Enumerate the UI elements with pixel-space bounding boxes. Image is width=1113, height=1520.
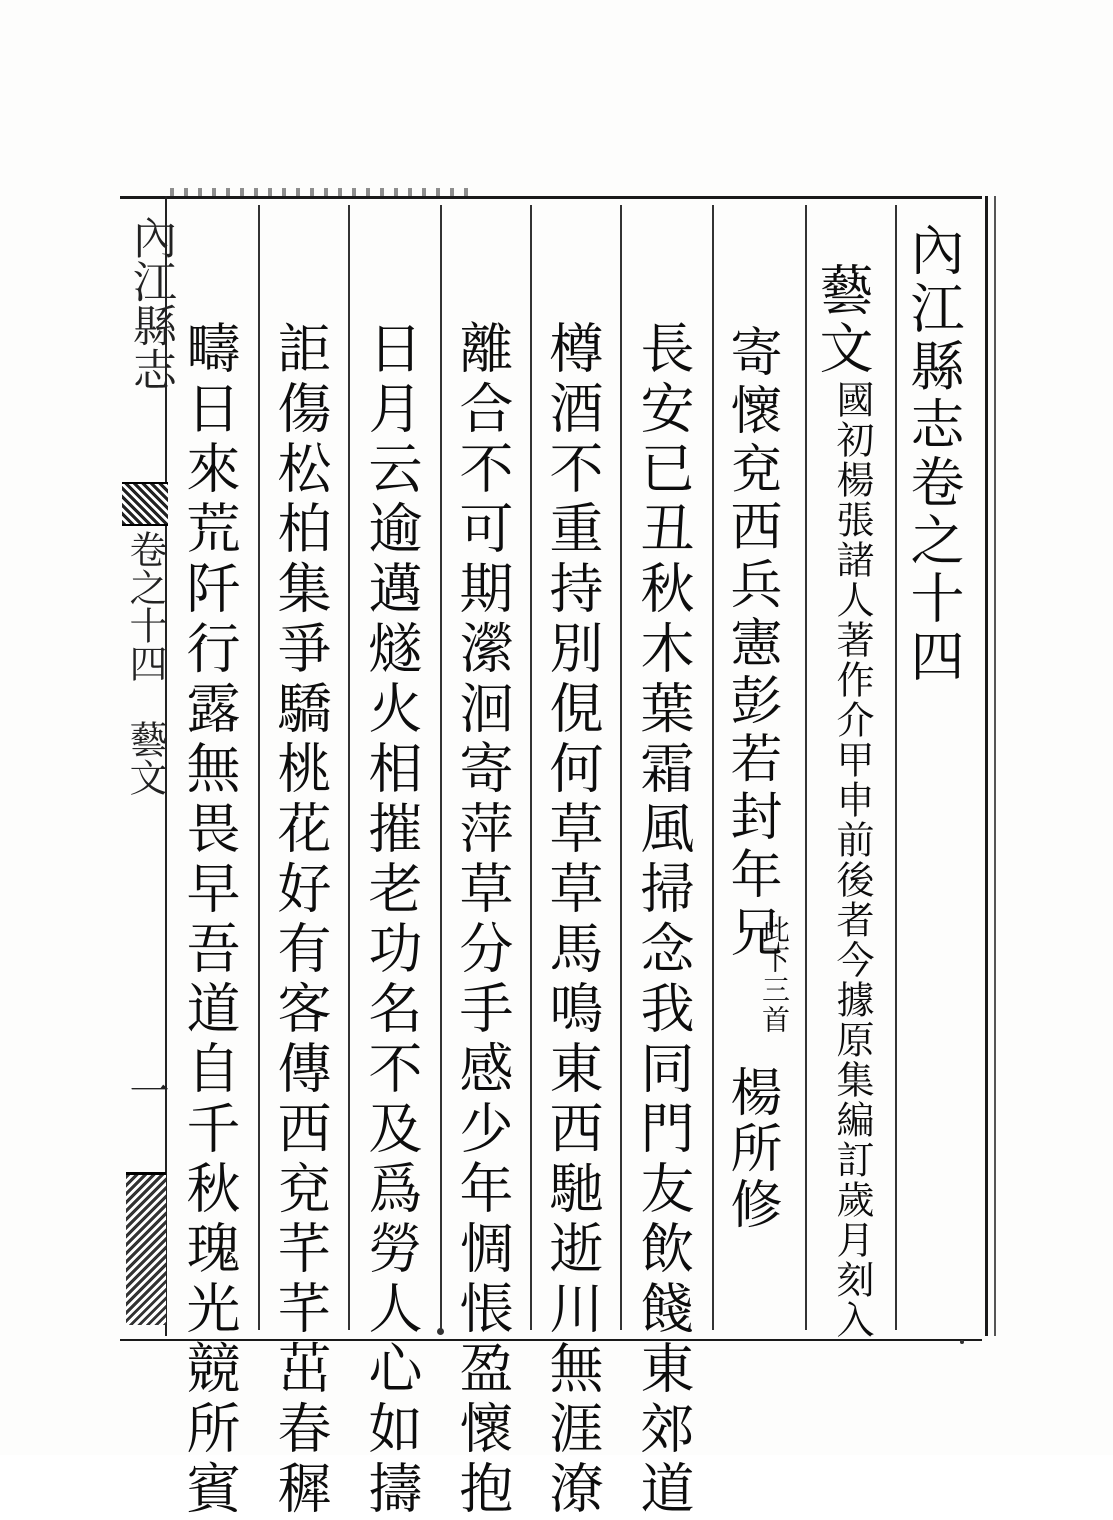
- ink-speck: [960, 1340, 964, 1344]
- poem-title: 寄懷兗西兵憲彭若封年兄: [721, 325, 781, 963]
- column-divider: [712, 205, 714, 1330]
- poem-line: 疇日來荒阡行露無畏早吾道自千秋瑰光競所賓: [178, 320, 241, 1520]
- column-divider: [895, 205, 897, 1330]
- print-noise: [170, 188, 470, 196]
- column-divider: [258, 205, 260, 1330]
- poem-line: 日月云逾邁燧火相摧老功名不及爲勞人心如擣: [360, 320, 423, 1520]
- poem-line: 離合不可期瀠洄寄萍草分手感少年惆悵盈懷抱: [451, 320, 514, 1520]
- ink-speck: [437, 1328, 444, 1335]
- column-divider: [805, 205, 807, 1330]
- volume-title: 內江縣志卷之十四: [902, 222, 965, 686]
- fish-tail-ornament: [122, 482, 168, 526]
- section-header: 藝文: [811, 262, 874, 378]
- poem-line: 樽酒不重持別俔何草草馬鳴東西馳逝川無涯潦: [541, 320, 604, 1520]
- column-divider: [620, 205, 622, 1330]
- poem-line: 長安已丑秋木葉霜風掃念我同門友飲餞東郊道: [632, 320, 695, 1520]
- frame-right-border: [985, 196, 996, 1336]
- poem-note: 此下三首: [758, 915, 791, 1035]
- poem-author: 楊所修: [721, 1065, 781, 1233]
- bottom-ornament: [126, 1172, 166, 1325]
- column-divider: [440, 205, 442, 1330]
- margin-book-name: 內江縣志: [125, 215, 176, 391]
- column-divider: [530, 205, 532, 1330]
- margin-page-number: 一: [123, 1070, 169, 1110]
- poem-line: 詎傷松柏集爭驕桃花好有客傳西兗芊芊茁春穉: [269, 320, 332, 1520]
- margin-chapter: 卷之十四: [123, 530, 167, 682]
- margin-section: 藝文: [123, 720, 167, 796]
- column-divider: [348, 205, 350, 1330]
- section-note: 國初楊張諸人著作介甲申前後者今據原集編訂歲月刻入: [830, 380, 874, 1340]
